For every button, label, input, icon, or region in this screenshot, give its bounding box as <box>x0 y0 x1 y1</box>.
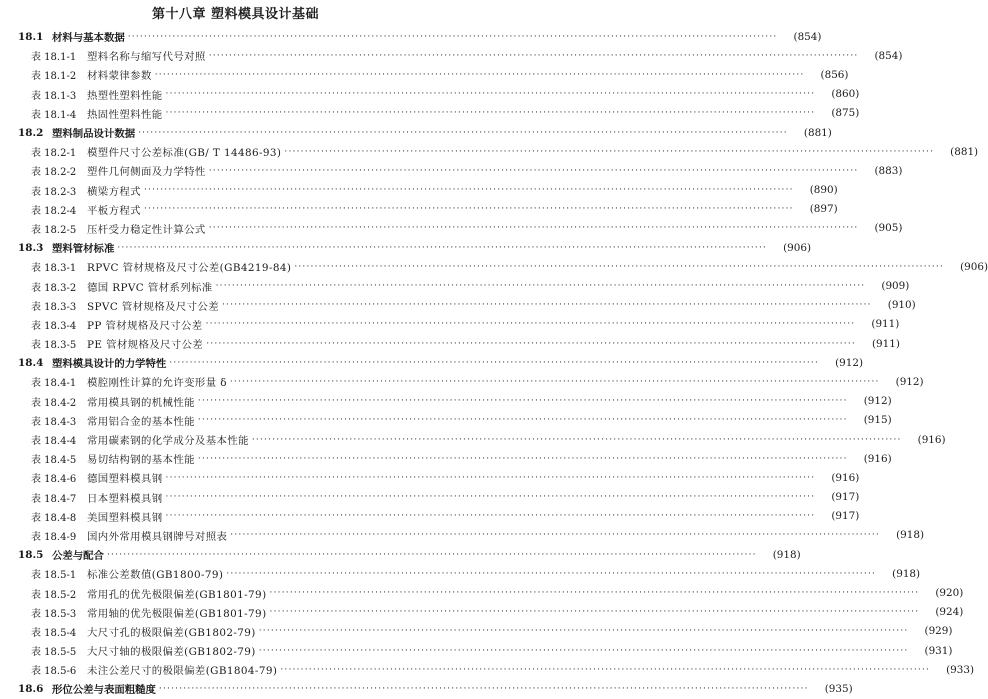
dot-leader: ································································································································································ <box>169 357 820 368</box>
toc-section-row <box>0 545 801 564</box>
dot-leader: ································································································································································ <box>143 185 794 196</box>
toc-entry-row <box>0 468 860 487</box>
dot-leader: ································································································································································ <box>165 492 816 503</box>
toc-title: 塑料制品设计数据 <box>52 128 136 141</box>
toc-number: 18.4 <box>18 356 44 369</box>
toc-number: 表 18.2-2 <box>31 167 77 179</box>
toc-number: 表 18.4-1 <box>31 378 77 390</box>
toc-number: 表 18.5-1 <box>31 570 77 582</box>
dot-leader: ································································································································································ <box>226 568 877 579</box>
dot-leader: ································································································································································ <box>294 261 945 272</box>
toc-section-row <box>0 353 864 372</box>
toc-page-number: (911) <box>871 337 900 350</box>
dot-leader: ································································································································································ <box>205 319 856 330</box>
toc-number: 18.3 <box>18 241 44 254</box>
toc-title: 模塑件尺寸公差标准(GB/ T 14486-93) <box>87 147 282 160</box>
dot-leader: ································································································································································ <box>117 242 768 253</box>
toc-page-number: (910) <box>887 299 916 312</box>
toc-number: 表 18.1-1 <box>31 52 77 64</box>
toc-title: PP 管材规格及尺寸公差 <box>87 319 203 332</box>
dot-leader: ································································································································································ <box>221 300 872 311</box>
toc-number: 表 18.3-5 <box>31 340 77 352</box>
toc-number: 表 18.5-5 <box>31 647 77 659</box>
toc-page-number: (931) <box>924 644 953 657</box>
dot-leader: ································································································································································ <box>208 165 859 176</box>
toc-title: RPVC 管材规格及尺寸公差(GB4219-84) <box>87 262 292 275</box>
toc-page-number: (906) <box>960 260 988 273</box>
toc-title: 模腔刚性计算的允许变形量 δ <box>87 377 227 390</box>
dot-leader: ································································································································································ <box>284 146 935 157</box>
toc-page-number: (912) <box>863 395 892 408</box>
toc-number: 18.1 <box>18 30 44 43</box>
toc-page-number: (912) <box>895 375 924 388</box>
dot-leader: ································································································································································ <box>165 89 816 100</box>
toc-page-number: (935) <box>824 682 853 695</box>
toc-number: 表 18.3-4 <box>31 320 77 332</box>
toc-page-number: (929) <box>924 625 953 638</box>
toc-entry-row <box>0 276 910 295</box>
dot-leader: ································································································································································ <box>197 396 848 407</box>
toc-number: 表 18.5-3 <box>31 608 77 620</box>
toc-title: 热塑性塑料性能 <box>87 89 163 102</box>
toc-page-number: (906) <box>783 241 812 254</box>
toc-entry-row <box>0 507 860 526</box>
dot-leader: ································································································································································ <box>106 549 757 560</box>
toc-page-number: (920) <box>935 587 964 600</box>
toc-entry-row <box>0 488 860 507</box>
toc-title: 热固性塑料性能 <box>87 108 163 121</box>
toc-page-number: (916) <box>863 452 892 465</box>
chapter-title: 第十八章 塑料模具设计基础 <box>151 7 320 22</box>
toc-title: 材料蒙律参数 <box>87 70 152 83</box>
dot-leader: ································································································································································ <box>143 204 794 215</box>
toc-number: 表 18.4-8 <box>31 512 77 524</box>
toc-title: 易切结构钢的基本性能 <box>87 454 195 467</box>
toc-number: 表 18.2-4 <box>31 205 77 217</box>
toc-entry-row <box>0 219 903 238</box>
toc-page-number: (905) <box>874 222 903 235</box>
toc-entry-row <box>0 411 892 430</box>
dot-leader: ································································································································································ <box>230 530 881 541</box>
toc-page-number: (916) <box>917 433 946 446</box>
toc-entry-row <box>0 583 964 602</box>
toc-entry-row <box>0 526 925 545</box>
toc-page-number: (918) <box>892 567 921 580</box>
toc-entry-row <box>0 85 860 104</box>
dot-leader: ································································································································································ <box>269 607 920 618</box>
toc-number: 表 18.5-4 <box>31 627 77 639</box>
toc-page-number: (911) <box>871 318 900 331</box>
toc-number: 表 18.3-3 <box>31 301 77 313</box>
toc-number: 18.5 <box>18 548 44 561</box>
toc-section-row <box>0 679 853 698</box>
toc-number: 表 18.4-4 <box>31 436 77 448</box>
toc-page-number: (897) <box>809 203 838 216</box>
toc-title: PE 管材规格及尺寸公差 <box>87 339 204 352</box>
toc-page-number: (917) <box>831 510 860 523</box>
toc-number: 表 18.4-6 <box>31 474 77 486</box>
toc-page-number: (856) <box>820 68 849 81</box>
toc-page-number: (918) <box>772 548 801 561</box>
toc-title: 美国塑料模具钢 <box>87 511 163 524</box>
toc-page-number: (854) <box>874 49 903 62</box>
toc-page-number: (875) <box>831 107 860 120</box>
dot-leader: ································································································································································ <box>251 434 902 445</box>
dot-leader: ································································································································································ <box>269 588 920 599</box>
toc-title: 未注公差尺寸的极限偏差(GB1804-79) <box>87 665 278 678</box>
toc-title: 塑料模具设计的力学特性 <box>52 358 167 371</box>
toc-entry-row <box>0 142 979 161</box>
toc-title: 横梁方程式 <box>87 185 141 198</box>
toc-page-number: (912) <box>835 356 864 369</box>
toc-number: 表 18.1-3 <box>31 90 77 102</box>
toc-title: 平板方程式 <box>87 204 141 217</box>
toc-number: 18.2 <box>18 126 44 139</box>
toc-number: 表 18.3-2 <box>31 282 77 294</box>
toc-number: 表 18.3-1 <box>31 263 77 275</box>
toc-entry-row <box>0 104 860 123</box>
dot-leader: ································································································································································ <box>258 645 909 656</box>
dot-leader: ································································································································································ <box>208 223 859 234</box>
dot-leader: ································································································································································ <box>229 376 880 387</box>
toc-title: 塑料管材标准 <box>52 243 115 256</box>
toc-title: 德国 RPVC 管材系列标准 <box>87 281 213 294</box>
toc-entry-row <box>0 564 921 583</box>
toc-page-number: (890) <box>809 184 838 197</box>
toc-title: 常用铝合金的基本性能 <box>87 415 195 428</box>
toc-number: 表 18.4-5 <box>31 455 77 467</box>
toc-page-number: (918) <box>896 529 925 542</box>
toc-title: 压杆受力稳定性计算公式 <box>87 223 206 236</box>
dot-leader: ································································································································································ <box>197 415 848 426</box>
dot-leader: ································································································································································ <box>165 108 816 119</box>
dot-leader: ································································································································································ <box>127 31 778 42</box>
toc-title: 材料与基本数据 <box>52 32 125 45</box>
toc-entry-row <box>0 392 892 411</box>
dot-leader: ································································································································································ <box>165 472 816 483</box>
toc-title: 德国塑料模具钢 <box>87 473 163 486</box>
toc-entry-row <box>0 296 916 315</box>
toc-page-number: (883) <box>874 164 903 177</box>
toc-entry-row <box>0 641 953 660</box>
toc-entry-row <box>0 334 900 353</box>
toc-page-number: (916) <box>831 471 860 484</box>
toc-entry-row <box>0 257 988 276</box>
dot-leader: ································································································································································ <box>258 626 909 637</box>
toc-number: 18.6 <box>18 682 44 695</box>
toc-title: 塑料名称与缩写代号对照 <box>87 51 206 64</box>
dot-leader: ································································································································································ <box>154 69 805 80</box>
dot-leader: ································································································································································ <box>165 511 816 522</box>
toc-number: 表 18.4-7 <box>31 493 77 505</box>
toc-title: 塑件几何侧面及力学特性 <box>87 166 206 179</box>
toc-section-row <box>0 123 832 142</box>
toc-number: 表 18.5-2 <box>31 589 77 601</box>
dot-leader: ································································································································································ <box>208 50 859 61</box>
dot-leader: ································································································································································ <box>280 664 931 675</box>
toc-page-number: (881) <box>950 145 979 158</box>
toc-page-number: (909) <box>881 280 910 293</box>
toc-entry-row <box>0 181 838 200</box>
toc-number: 表 18.4-3 <box>31 416 77 428</box>
toc-entry-row <box>0 315 900 334</box>
toc-entry-row <box>0 372 924 391</box>
toc-entry-row <box>0 449 892 468</box>
dot-leader: ································································································································································ <box>158 683 809 694</box>
toc-page-number: (917) <box>831 491 860 504</box>
toc-title: 日本塑料模具钢 <box>87 492 163 505</box>
toc-page-number: (933) <box>946 663 975 676</box>
toc-title: 大尺寸孔的极限偏差(GB1802-79) <box>87 626 256 639</box>
toc-title: 公差与配合 <box>52 550 104 563</box>
toc-entry-row <box>0 65 849 84</box>
toc-number: 表 18.2-5 <box>31 224 77 236</box>
toc-title: 常用碳素钢的化学成分及基本性能 <box>87 435 249 448</box>
dot-leader: ································································································································································ <box>215 281 866 292</box>
toc-section-row <box>0 238 812 257</box>
toc-number: 表 18.1-4 <box>31 109 77 121</box>
toc-entry-row <box>0 161 903 180</box>
toc-number: 表 18.4-9 <box>31 531 77 543</box>
toc-entry-row <box>0 603 964 622</box>
toc-title: 常用孔的优先极限偏差(GB1801-79) <box>87 588 267 601</box>
toc-number: 表 18.5-6 <box>31 666 77 678</box>
dot-leader: ································································································································································ <box>197 453 848 464</box>
toc-entry-row <box>0 430 946 449</box>
toc-page-number: (860) <box>831 88 860 101</box>
toc-title: 常用模具钢的机械性能 <box>87 396 195 409</box>
toc-page-number: (854) <box>793 30 822 43</box>
dot-leader: ································································································································································ <box>138 127 788 138</box>
toc-entry-row <box>0 660 975 679</box>
toc-page-number: (924) <box>935 606 964 619</box>
toc-entry-row <box>0 200 838 219</box>
toc-page-number: (915) <box>863 414 892 427</box>
toc-number: 表 18.2-1 <box>31 148 77 160</box>
toc-title: 形位公差与表面粗糙度 <box>52 684 156 697</box>
toc-title: 大尺寸轴的极限偏差(GB1802-79) <box>87 646 256 659</box>
toc-title: 标准公差数值(GB1800-79) <box>87 569 224 582</box>
table-of-contents <box>0 27 988 699</box>
toc-page-number: (881) <box>803 126 832 139</box>
toc-title: SPVC 管材规格及尺寸公差 <box>87 300 219 313</box>
toc-entry-row <box>0 622 953 641</box>
dot-leader: ································································································································································ <box>206 338 856 349</box>
toc-number: 表 18.1-2 <box>31 71 77 83</box>
toc-section-row <box>0 27 822 46</box>
toc-title: 国内外常用模具钢牌号对照表 <box>87 530 228 543</box>
toc-entry-row <box>0 46 903 65</box>
toc-number: 表 18.2-3 <box>31 186 77 198</box>
toc-number: 表 18.4-2 <box>31 397 77 409</box>
toc-title: 常用轴的优先极限偏差(GB1801-79) <box>87 607 267 620</box>
